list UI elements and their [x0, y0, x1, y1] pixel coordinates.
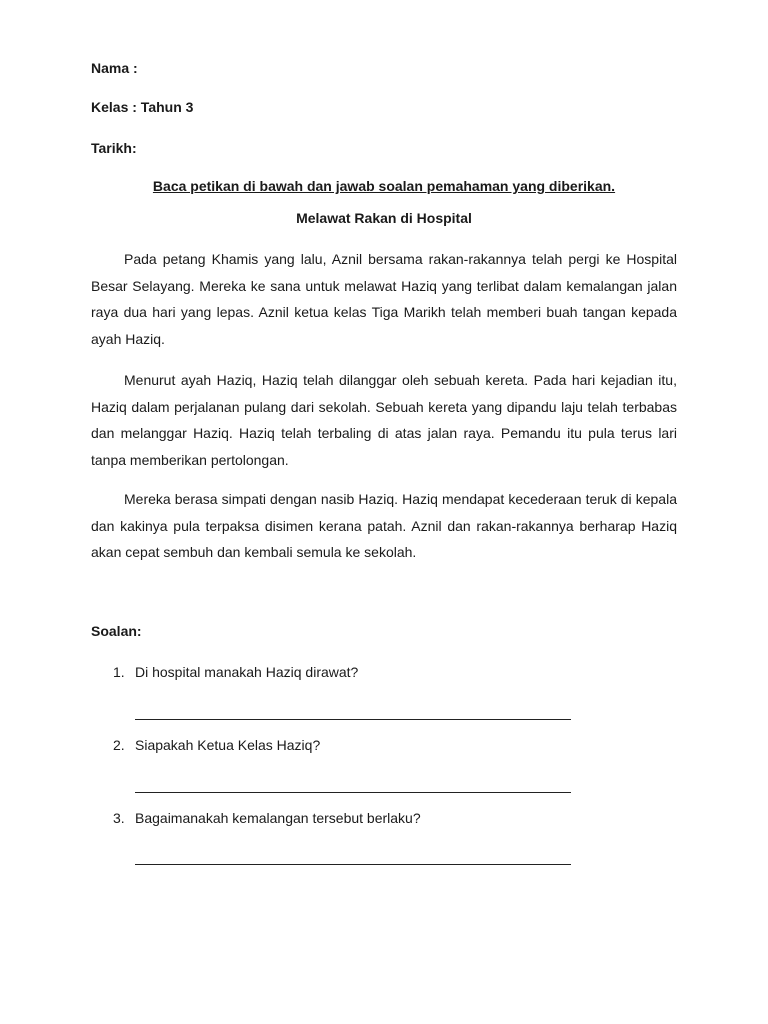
question-3	[113, 810, 421, 826]
question-text: Siapakah Ketua Kelas Haziq?	[135, 737, 321, 753]
question-number: 2.	[113, 737, 125, 753]
instruction-text: Baca petikan di bawah dan jawab soalan pemahaman yang diberikan.	[152, 178, 616, 194]
tarikh-field: Tarikh:	[91, 140, 137, 156]
passage-paragraph-2: Menurut ayah Haziq, Haziq telah dilanggar oleh sebuah kereta. Pada hari kejadian itu, Haziq dalam perjalanan pulang dari sekolah. Sebuah kereta yang dipandu laju telah terbabas dan melanggar Haziq. Haziq telah terbaling di atas jalan raya. Pemandu itu pula terus lari tanpa memberikan pertolongan.	[91, 372, 677, 468]
answer-line-1[interactable]	[135, 719, 571, 720]
question-text: Bagaimanakah kemalangan tersebut berlaku?	[135, 810, 421, 826]
answer-line-3[interactable]	[135, 864, 571, 865]
question-number: 3.	[113, 810, 125, 826]
question-2	[113, 737, 320, 753]
passage-title: Melawat Rakan di Hospital	[296, 210, 472, 226]
question-number: 1.	[113, 664, 125, 680]
passage-paragraph-3: Mereka berasa simpati dengan nasib Haziq. Haziq mendapat kecederaan teruk di kepala dan kakinya pula terpaksa disimen kerana patah. Aznil dan rakan-rakannya berharap Haziq akan cepat sembuh dan kembali semula ke sekolah.	[91, 491, 677, 560]
questions-heading: Soalan:	[91, 623, 142, 639]
nama-field: Nama :	[91, 60, 138, 76]
question-1	[113, 664, 358, 680]
kelas-field: Kelas : Tahun 3	[91, 99, 194, 115]
answer-line-2[interactable]	[135, 792, 571, 793]
passage-paragraph-1: Pada petang Khamis yang lalu, Aznil bersama rakan-rakannya telah pergi ke Hospital Besar Selayang. Mereka ke sana untuk melawat Haziq yang terlibat dalam kemalangan jalan raya dua hari yang lepas. Aznil ketua kelas Tiga Marikh telah memberi buah tangan kepada ayah Haziq.	[91, 251, 677, 347]
question-text: Di hospital manakah Haziq dirawat?	[135, 664, 359, 680]
